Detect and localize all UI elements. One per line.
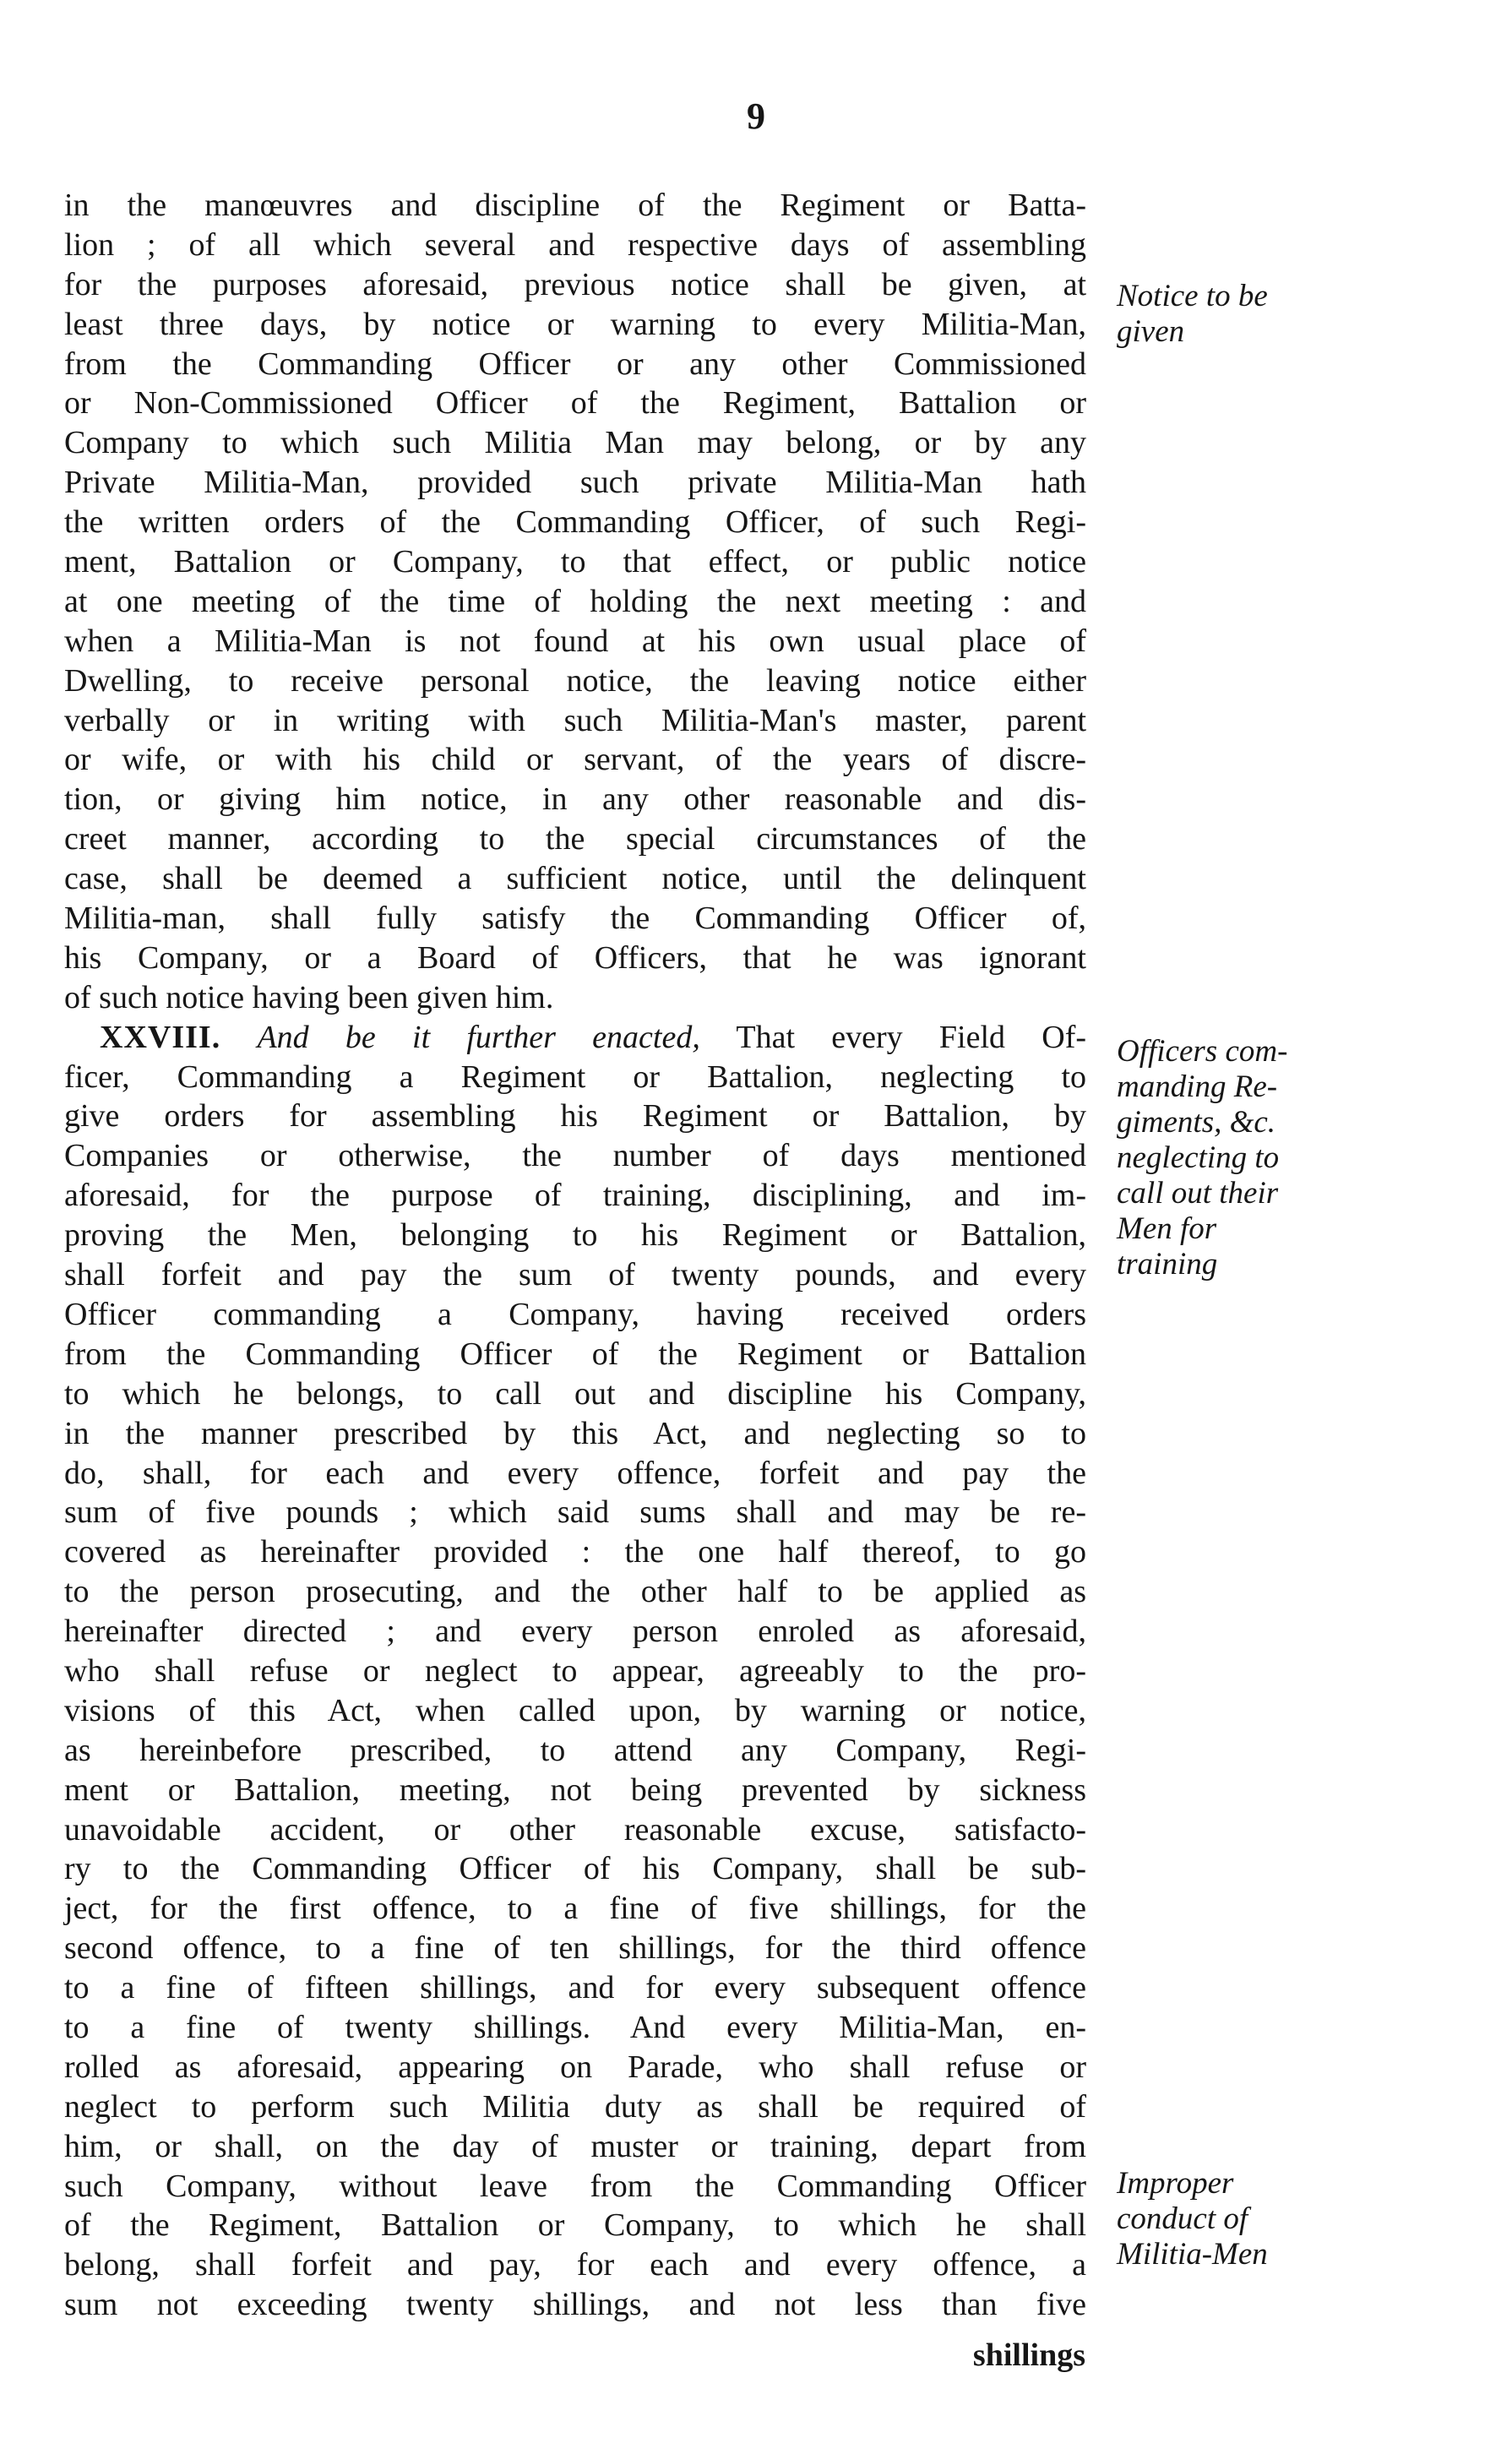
text-line: or wife, or with his child or servant, of the years of discre- bbox=[64, 742, 1086, 778]
text-line: his Company, or a Board of Officers, that he was ignorant bbox=[64, 939, 1086, 976]
text-line: Dwelling, to receive personal notice, the leaving notice either bbox=[64, 662, 1086, 699]
text-line: hereinafter directed ; and every person enroled as aforesaid, bbox=[64, 1614, 1086, 1650]
margin-note-line: Officers com- bbox=[1117, 1034, 1288, 1069]
text-line: shall forfeit and pay the sum of twenty pounds, and every bbox=[64, 1257, 1086, 1293]
page-number: 9 bbox=[747, 95, 765, 137]
text-line: to a fine of fifteen shillings, and for every subsequent offence bbox=[64, 1970, 1086, 2006]
text-line: ficer, Commanding a Regiment or Battalion, neglecting to bbox=[64, 1058, 1086, 1095]
text-line: case, shall be deemed a sufficient notice, until the delinquent bbox=[64, 861, 1086, 897]
margin-note-improper-conduct bbox=[1117, 2166, 1370, 2272]
margin-note-line: Militia-Men bbox=[1117, 2237, 1268, 2272]
paragraph-section-28 bbox=[64, 1058, 1086, 2326]
text-line: such Company, without leave from the Commanding Officer bbox=[64, 2168, 1086, 2204]
margin-note-line: training bbox=[1117, 1247, 1218, 1282]
text-line: of such notice having been given him. bbox=[64, 979, 554, 1015]
text-line: ment, Battalion or Company, to that effect, or public notice bbox=[64, 544, 1086, 580]
text-line: Officer commanding a Company, having received orders bbox=[64, 1296, 1086, 1332]
catchword: shillings bbox=[972, 2337, 1085, 2373]
margin-note-line: manding Re- bbox=[1117, 1069, 1278, 1104]
text-line: for the purposes aforesaid, previous notice shall be given, at bbox=[64, 266, 1086, 302]
text-line: Militia-man, shall fully satisfy the Commanding Officer of, bbox=[64, 901, 1086, 937]
margin-note-line: neglecting to bbox=[1117, 1140, 1280, 1175]
text-line: him, or shall, on the day of muster or training, depart from bbox=[64, 2128, 1086, 2164]
margin-note-line: given bbox=[1117, 314, 1185, 349]
text-line: aforesaid, for the purpose of training, disciplining, and im- bbox=[64, 1178, 1086, 1214]
text-line: do, shall, for each and every offence, forfeit and pay the bbox=[64, 1455, 1086, 1491]
text-line: Companies or otherwise, the number of days mentioned bbox=[64, 1138, 1086, 1174]
text-line: ry to the Commanding Officer of his Company, shall be sub- bbox=[64, 1851, 1086, 1887]
text-line: proving the Men, belonging to his Regiment or Battalion, bbox=[64, 1217, 1086, 1254]
text-line: from the Commanding Officer or any other Commissioned bbox=[64, 346, 1086, 382]
text-line: give orders for assembling his Regiment or Battalion, by bbox=[64, 1098, 1086, 1135]
section-number: XXVIII. bbox=[100, 1019, 221, 1055]
text-line: who shall refuse or neglect to appear, agreeably to the pro- bbox=[64, 1652, 1086, 1689]
text-line: at one meeting of the time of holding the next meeting : and bbox=[64, 583, 1086, 619]
section-first-line-text: That every Field Of- bbox=[736, 1019, 1086, 1055]
text-line: ject, for the first offence, to a fine of five shillings, for the bbox=[64, 1891, 1086, 1927]
text-line: least three days, by notice or warning to every Militia-Man, bbox=[64, 306, 1086, 342]
margin-note-line: Improper bbox=[1117, 2166, 1234, 2201]
margin-note-line: conduct of bbox=[1117, 2201, 1248, 2236]
text-line: Company to which such Militia Man may belong, or by any bbox=[64, 425, 1086, 461]
paragraph-notice bbox=[64, 186, 1086, 1018]
margin-note-line: Notice to be bbox=[1117, 279, 1268, 313]
text-line: belong, shall forfeit and pay, for each and every offence, a bbox=[64, 2247, 1086, 2283]
text-line: unavoidable accident, or other reasonable excuse, satisfacto- bbox=[64, 1811, 1086, 1848]
text-line: to which he belongs, to call out and discipline his Company, bbox=[64, 1375, 1086, 1412]
text-line: verbally or in writing with such Militia-Man's master, parent bbox=[64, 702, 1086, 738]
text-line: covered as hereinafter provided : the one half thereof, to go bbox=[64, 1534, 1086, 1570]
body-text bbox=[64, 186, 1086, 2325]
text-line: sum not exceeding twenty shillings, and not less than five bbox=[64, 2287, 1086, 2323]
margin-note-line: giments, &c. bbox=[1117, 1105, 1276, 1140]
text-line: to a fine of twenty shillings. And every Militia-Man, en- bbox=[64, 2009, 1086, 2045]
text-line: from the Commanding Officer of the Regiment or Battalion bbox=[64, 1336, 1086, 1372]
text-line: as hereinbefore prescribed, to attend any Company, Regi- bbox=[64, 1732, 1086, 1768]
text-line: when a Militia-Man is not found at his own usual place of bbox=[64, 623, 1086, 659]
text-line: creet manner, according to the special circumstances of the bbox=[64, 821, 1086, 857]
enacting-clause: And be it further enacted, bbox=[257, 1019, 700, 1055]
text-line: visions of this Act, when called upon, by warning or notice, bbox=[64, 1692, 1086, 1728]
margin-note-notice bbox=[1117, 279, 1370, 350]
text-line: in the manner prescribed by this Act, and neglecting so to bbox=[64, 1415, 1086, 1451]
text-line: Private Militia-Man, provided such private Militia-Man hath bbox=[64, 465, 1086, 501]
text-line: neglect to perform such Militia duty as shall be required of bbox=[64, 2088, 1086, 2125]
section-heading-line bbox=[64, 1018, 1086, 1058]
text-line: to the person prosecuting, and the other half to be applied as bbox=[64, 1574, 1086, 1610]
text-line: of the Regiment, Battalion or Company, to which he shall bbox=[64, 2207, 1086, 2244]
text-line: sum of five pounds ; which said sums shall and may be re- bbox=[64, 1494, 1086, 1531]
text-line: rolled as aforesaid, appearing on Parade, who shall refuse or bbox=[64, 2049, 1086, 2085]
text-line: lion ; of all which several and respective days of assembling bbox=[64, 226, 1086, 263]
margin-note-line: Men for bbox=[1117, 1211, 1217, 1246]
text-line: or Non-Commissioned Officer of the Regiment, Battalion or bbox=[64, 385, 1086, 422]
text-line: tion, or giving him notice, in any other reasonable and dis- bbox=[64, 781, 1086, 818]
text-line: the written orders of the Commanding Officer, of such Regi- bbox=[64, 504, 1086, 541]
margin-note-line: call out their bbox=[1117, 1176, 1279, 1211]
text-line: second offence, to a fine of ten shillings, for the third offence bbox=[64, 1930, 1086, 1967]
text-line: in the manœuvres and discipline of the Regiment or Batta- bbox=[64, 188, 1086, 223]
text-line: ment or Battalion, meeting, not being prevented by sickness bbox=[64, 1771, 1086, 1808]
margin-note-officers bbox=[1117, 1034, 1370, 1282]
